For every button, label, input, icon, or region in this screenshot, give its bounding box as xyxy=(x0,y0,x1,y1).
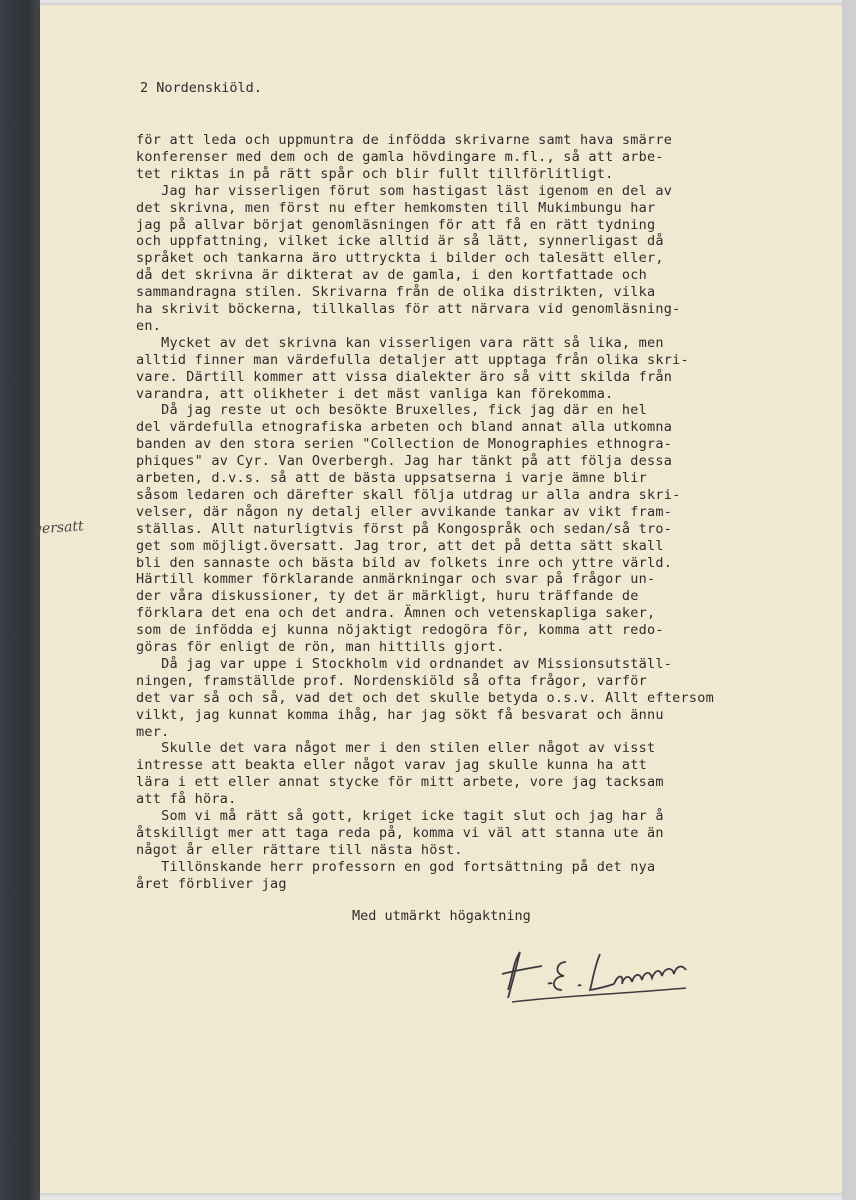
letter-line: varandra, att olikheter i det mäst vanliga kan förekomma. xyxy=(136,385,614,402)
letter-line: åtskilligt mer att taga reda på, komma vi väl att stanna ute än xyxy=(136,824,664,841)
letter-line: tet riktas in på rätt spår och blir fullt tillförlitligt. xyxy=(136,165,614,182)
letter-line: Skulle det vara något mer i den stilen eller något av visst xyxy=(136,740,656,757)
letter-line: språket och tankarna äro uttryckta i bilder och talesätt eller, xyxy=(136,250,664,267)
letter-line: ningen, framställde prof. Nordenskiöld så ofta frågor, varför xyxy=(136,672,648,689)
letter-line: då det skrivna är dikterat av de gamla, i den kortfattade och xyxy=(136,267,648,284)
letter-line: som de infödda ej kunna nöjaktigt redogöra för, komma att redo- xyxy=(136,622,664,639)
letter-line: att få höra. xyxy=(136,791,237,808)
letter-line: bli den sannaste och bästa bild av folkets inre och yttre värld. xyxy=(136,554,673,571)
letter-line: göras för enligt de rön, man hittills gjort. xyxy=(136,639,505,655)
letter-line: der våra diskussioner, ty det är märkligt, huru träffande de xyxy=(136,588,639,605)
margin-annotation: versatt xyxy=(33,518,85,538)
letter-line: velser, där någon ny detalj eller avvikande tankar av vikt fram- xyxy=(136,503,673,520)
letter-line: såsom ledaren och därefter skall följa utdrag ur alla andra skri- xyxy=(136,486,681,503)
letter-line: det skrivna, men först nu efter hemkomsten till Mukimbungu har xyxy=(136,199,656,216)
letter-line: get som möjligt.översatt. Jag tror, att det på detta sätt skall xyxy=(136,537,664,554)
handwritten-signature xyxy=(490,940,710,1010)
letter-line: ställas. Allt naturligtvis först på Kongospråk och sedan/så tro- xyxy=(136,520,673,537)
closing-salutation: Med utmärkt högaktning xyxy=(352,908,531,924)
letter-line: en. xyxy=(136,317,162,334)
letter-line: intresse att beakta eller något varav jag skulle kunna ha att xyxy=(136,757,648,774)
letter-line: Mycket av det skrivna kan visserligen vara rätt så lika, men xyxy=(136,334,664,351)
letter-line: för att leda och uppmuntra de infödda skrivarne samt hava smärre xyxy=(136,132,673,148)
letter-line: alltid finner man värdefulla detaljer att upptaga från olika skri- xyxy=(136,351,689,368)
letter-line: banden av den stora serien "Collection de Monographies ethnogra- xyxy=(136,436,673,453)
page-header: 2 Nordenskiöld. xyxy=(140,80,262,96)
letter-line: mer. xyxy=(136,723,170,740)
letter-line: phiques" av Cyr. Van Overbergh. Jag har tänkt på att följa dessa xyxy=(136,453,673,470)
letter-line: något år eller rättare till nästa höst. xyxy=(136,841,463,858)
letter-line: vare. Därtill kommer att vissa dialekter äro så vitt skilda från xyxy=(136,368,673,385)
letter-line: Jag har visserligen förut som hastigast läst igenom en del av xyxy=(136,182,673,199)
scan-border xyxy=(842,0,856,1200)
binder-edge xyxy=(0,0,40,1200)
letter-line: förklara det ena och det andra. Ämnen och vetenskapliga saker, xyxy=(136,605,656,622)
letter-line: lära i ett eller annat stycke för mitt arbete, vore jag tacksam xyxy=(136,774,664,791)
letter-line: jag på allvar börjat genomläsningen för att få en rätt tydning xyxy=(136,216,656,233)
letter-line: Som vi må rätt så gott, kriget icke tagit slut och jag har å xyxy=(136,808,664,824)
letter-line: året förbliver jag xyxy=(136,875,287,892)
letter-line: sammandragna stilen. Skrivarna från de olika distrikten, vilka xyxy=(136,284,656,301)
letter-line: arbeten, d.v.s. så att de bästa uppsatserna i varje ämne blir xyxy=(136,470,648,486)
letter-line: det var så och så, vad det och det skulle betyda o.s.v. Allt eftersom xyxy=(136,689,715,706)
letter-line: ha skrivit böckerna, tillkallas för att närvara vid genomläsning- xyxy=(136,301,681,317)
letter-line: Tillönskande herr professorn en god fortsättning på det nya xyxy=(136,858,656,875)
letter-line: Då jag var uppe i Stockholm vid ordnandet av Missionsutställ- xyxy=(136,655,673,672)
letter-line: vilkt, jag kunnat komma ihåg, har jag sökt få besvarat och ännu xyxy=(136,706,664,723)
letter-line: del värdefulla etnografiska arbeten och bland annat alla utkomna xyxy=(136,419,673,436)
letter-line: konferenser med dem och de gamla hövdingare m.fl., så att arbe- xyxy=(136,148,664,165)
letter-line: Då jag reste ut och besökte Bruxelles, fick jag där en hel xyxy=(136,402,648,419)
letter-line: och uppfattning, vilket icke alltid är så lätt, synnerligast då xyxy=(136,233,664,250)
letter-line: Härtill kommer förklarande anmärkningar och svar på frågor un- xyxy=(136,571,656,588)
